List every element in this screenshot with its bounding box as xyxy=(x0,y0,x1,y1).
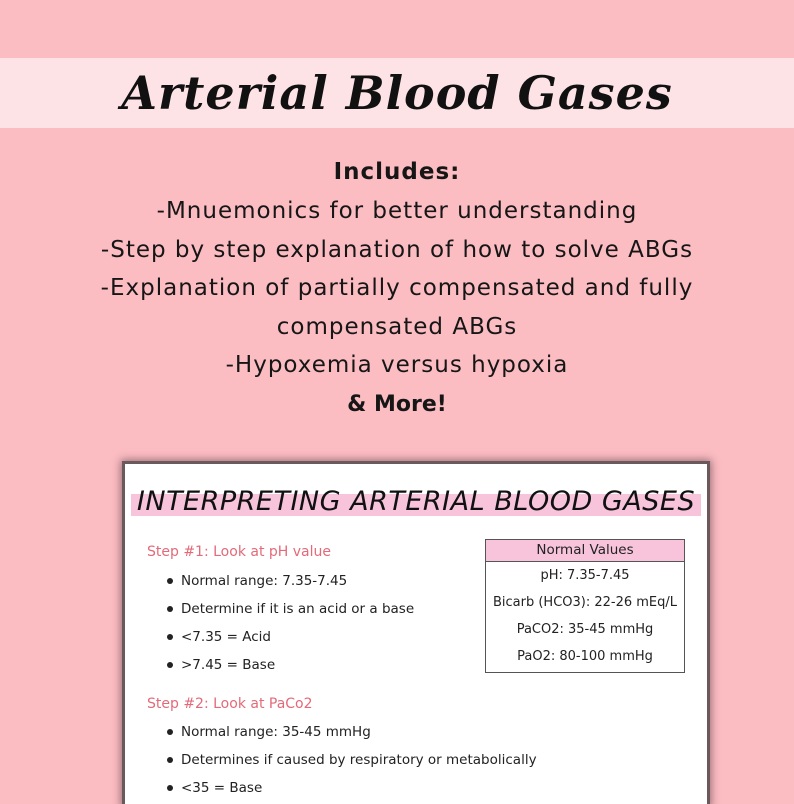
step2-bullet-text: <35 = Base xyxy=(181,780,263,796)
list-item xyxy=(165,651,414,679)
includes-line: -Hypoxemia versus hypoxia xyxy=(225,352,569,378)
step1-bullets xyxy=(165,567,414,679)
step2-heading: Step #2: Look at PaCo2 xyxy=(147,696,313,712)
normal-values-row: Bicarb (HCO3): 22-26 mEq/L xyxy=(492,595,678,610)
includes-heading: Includes: xyxy=(333,159,461,185)
step1-bullet-text: <7.35 = Acid xyxy=(181,629,272,645)
bullet-icon xyxy=(167,578,173,584)
normal-values-row: PaO2: 80-100 mmHg xyxy=(517,649,653,664)
step2-bullets xyxy=(165,718,537,802)
list-item xyxy=(165,595,414,623)
step2-bullet-text: Determines if caused by respiratory or metabolically xyxy=(181,752,537,768)
list-item xyxy=(165,623,414,651)
includes-line: -Step by step explanation of how to solve ABGs xyxy=(100,236,694,263)
list-item xyxy=(165,746,537,774)
normal-values-table xyxy=(485,539,685,673)
bullet-icon xyxy=(167,634,173,640)
document-title: INTERPRETING ARTERIAL BLOOD GASES xyxy=(136,486,696,517)
list-item xyxy=(165,567,414,595)
bullet-icon xyxy=(167,606,173,612)
page-title: Arterial Blood Gases xyxy=(121,66,673,120)
includes-line: -Mnuemonics for better understanding xyxy=(156,198,638,224)
list-item xyxy=(165,718,537,746)
title-banner xyxy=(0,58,794,128)
bullet-icon xyxy=(167,729,173,735)
bullet-icon xyxy=(167,662,173,668)
step1-heading: Step #1: Look at pH value xyxy=(147,544,331,560)
step1-bullet-text: >7.45 = Base xyxy=(181,657,276,673)
bullet-icon xyxy=(167,785,173,791)
normal-values-row: PaCO2: 35-45 mmHg xyxy=(516,622,654,637)
step2-bullet-text: Normal range: 35-45 mmHg xyxy=(181,724,371,740)
includes-line: compensated ABGs xyxy=(276,313,518,340)
includes-section xyxy=(0,152,794,425)
document-preview xyxy=(125,464,707,804)
bullet-icon xyxy=(167,757,173,763)
step1-bullet-text: Normal range: 7.35-7.45 xyxy=(181,573,348,589)
includes-more: & More! xyxy=(347,391,447,417)
list-item xyxy=(165,774,537,802)
normal-values-header: Normal Values xyxy=(486,540,684,562)
includes-line: -Explanation of partially compensated and fully xyxy=(100,275,694,301)
step1-bullet-text: Determine if it is an acid or a base xyxy=(181,601,415,617)
normal-values-row: pH: 7.35-7.45 xyxy=(540,568,630,583)
